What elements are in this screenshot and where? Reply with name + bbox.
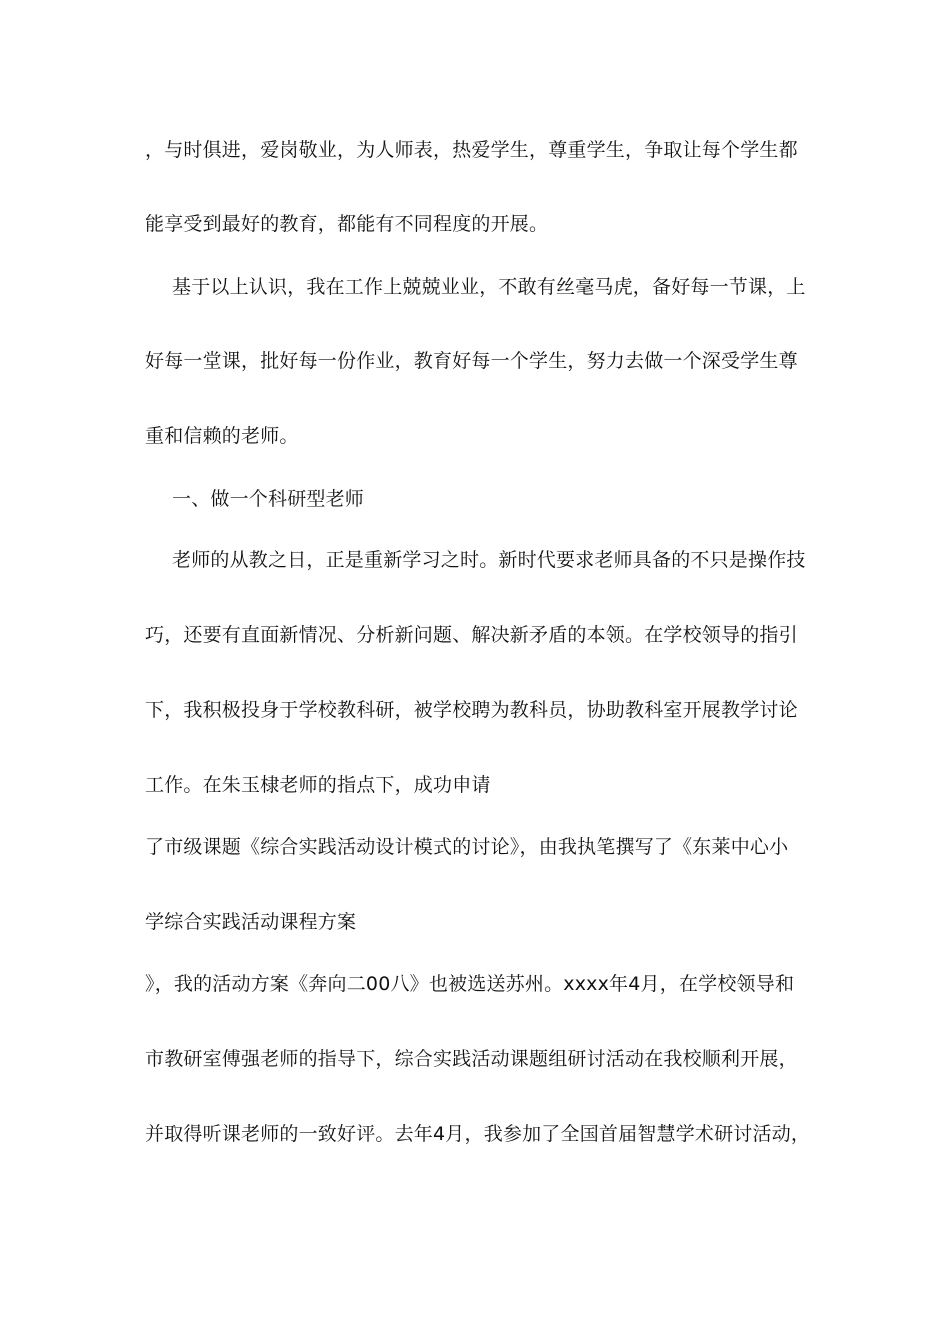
body-text-line: 老师的从教之日，正是重新学习之时。新时代要求老师具备的不只是操作技 — [172, 549, 806, 571]
body-text-line: 了市级课题《综合实践活动设计模式的讨论》，由我执笔撰写了《东莱中心小 — [145, 836, 789, 858]
body-text-line: 工作。在朱玉棣老师的指点下，成功申请 — [145, 774, 491, 796]
body-text-line: 基于以上认识，我在工作上兢兢业业，不敢有丝毫马虎，备好每一节课，上 — [172, 276, 806, 298]
body-text-line: 并取得听课老师的一致好评。去年4月，我参加了全国首届智慧学术研讨活动， — [145, 1123, 811, 1145]
body-text-line: 好每一堂课，批好每一份作业，教育好每一个学生，努力去做一个深受学生尊 — [145, 350, 798, 372]
body-text-line: 巧，还要有直面新情况、分析新问题、解决新矛盾的本领。在学校领导的指引 — [145, 624, 798, 646]
body-text-line: 下，我积极投身于学校教科研，被学校聘为教科员，协助教科室开展教学讨论 — [145, 699, 798, 721]
body-text-line: 学综合实践活动课程方案 — [145, 911, 357, 933]
body-text-line: 》，我的活动方案《奔向二00八》也被选送苏州。xxxx年4月，在学校领导和 — [145, 973, 795, 995]
body-text-line: 能享受到最好的教育，都能有不同程度的开展。 — [145, 213, 549, 235]
body-text-line: 重和信赖的老师。 — [145, 425, 299, 447]
body-text-line: 市教研室傅强老师的指导下，综合实践活动课题组研讨活动在我校顺利开展， — [145, 1048, 798, 1070]
body-text-line: ，与时俱进，爱岗敬业，为人师表，热爱学生，尊重学生，争取让每个学生都 — [145, 139, 798, 161]
section-heading: 一、做一个科研型老师 — [172, 488, 365, 510]
